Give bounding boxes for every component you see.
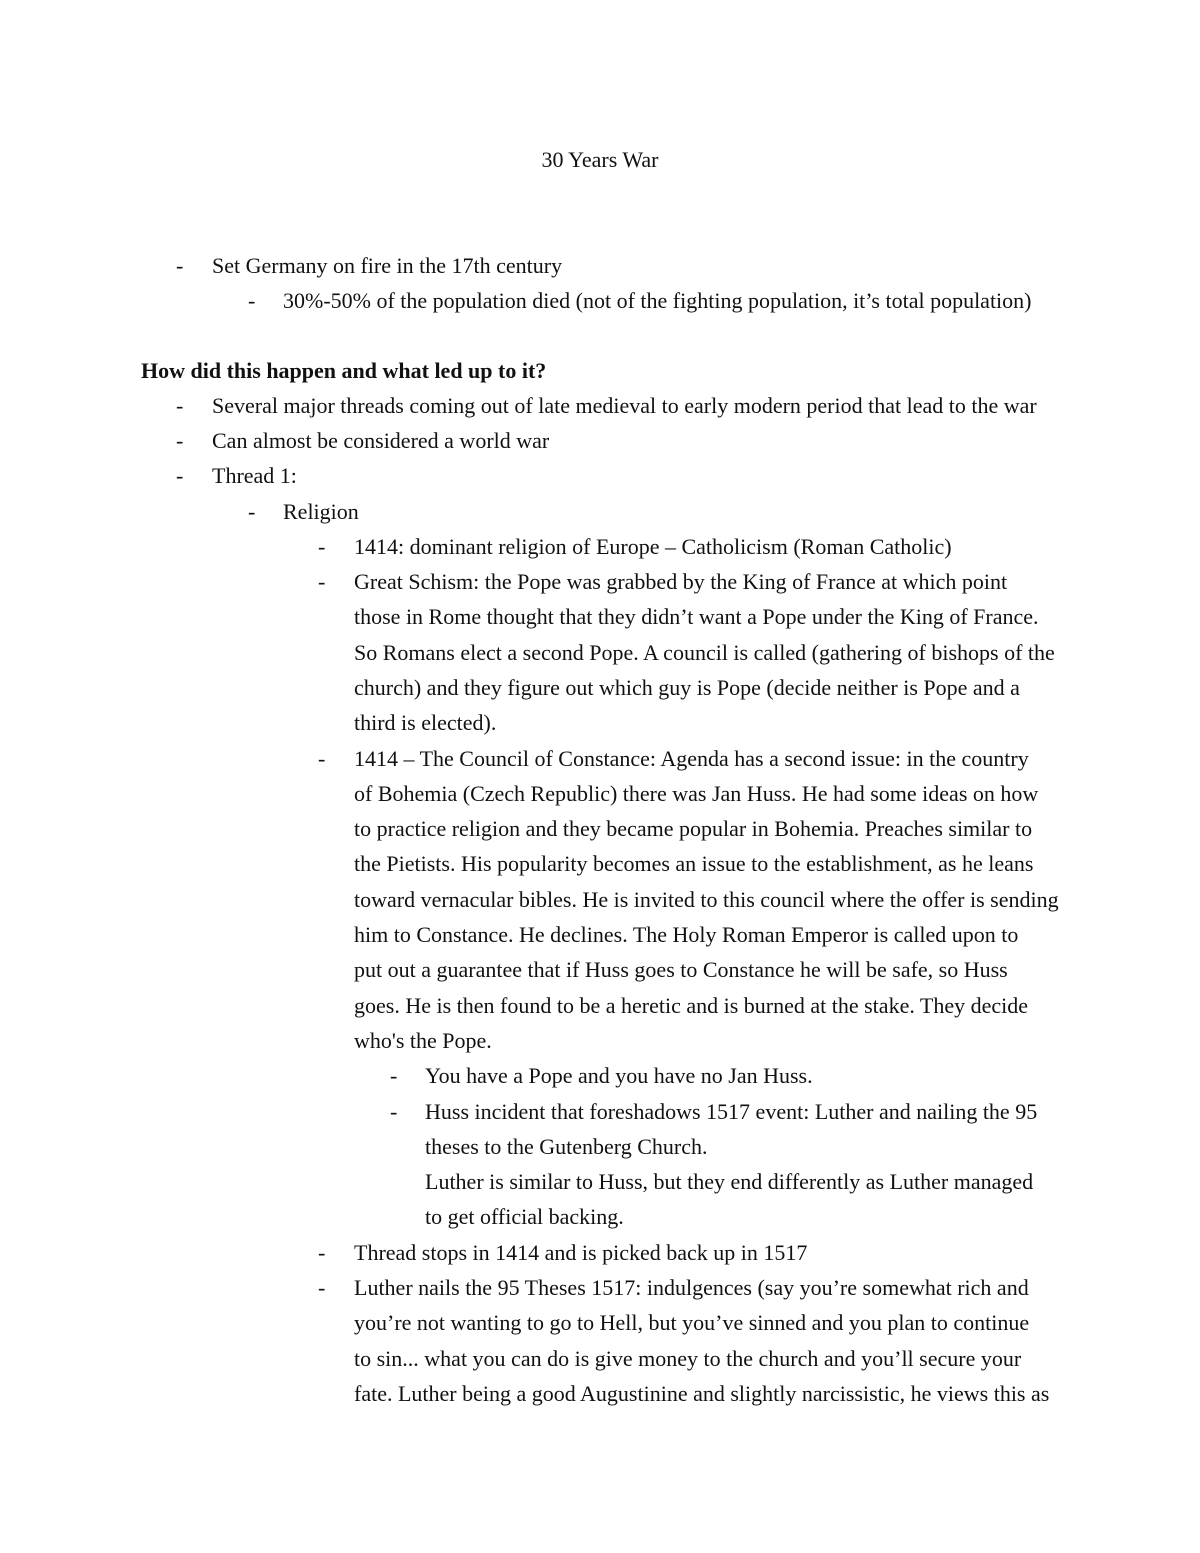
bullet-dash: -	[318, 569, 326, 594]
bullet-dash: -	[176, 253, 184, 278]
paragraph-line: goes. He is then found to be a heretic and is burned at the stake. They decide	[354, 993, 1029, 1018]
paragraph-line: Luther is similar to Huss, but they end differently as Luther managed	[425, 1169, 1034, 1194]
paragraph-line: toward vernacular bibles. He is invited to this council where the offer is sending	[354, 887, 1059, 912]
paragraph-line: to sin... what you can do is give money to the church and you’ll secure your	[354, 1346, 1022, 1371]
paragraph-line: fate. Luther being a good Augustinine and slightly narcissistic, he views this as	[354, 1381, 1050, 1406]
paragraph-line: So Romans elect a second Pope. A council is called (gathering of bishops of the	[354, 640, 1055, 665]
paragraph-line: Luther nails the 95 Theses 1517: indulgences (say you’re somewhat rich and	[354, 1275, 1029, 1300]
paragraph-line: of Bohemia (Czech Republic) there was Jan Huss. He had some ideas on how	[354, 781, 1039, 806]
bullet-text: Can almost be considered a world war	[212, 428, 550, 453]
bullet-dash: -	[176, 393, 184, 418]
section-heading: How did this happen and what led up to it?	[141, 358, 547, 383]
paragraph-line: the Pietists. His popularity becomes an issue to the establishment, as he leans	[354, 851, 1034, 876]
bullet-dash: -	[176, 463, 184, 488]
bullet-dash: -	[248, 288, 256, 313]
bullet-text: Set Germany on fire in the 17th century	[212, 253, 563, 278]
paragraph-line: to get official backing.	[425, 1204, 624, 1229]
bullet-dash: -	[390, 1063, 398, 1088]
bullet-text: Religion	[283, 499, 359, 524]
bullet-dash: -	[318, 534, 326, 559]
paragraph-line: put out a guarantee that if Huss goes to Constance he will be safe, so Huss	[354, 957, 1008, 982]
bullet-dash: -	[248, 499, 256, 524]
bullet-dash: -	[318, 746, 326, 771]
paragraph-line: you’re not wanting to go to Hell, but you’ve sinned and you plan to continue	[354, 1310, 1030, 1335]
paragraph-line: third is elected).	[354, 710, 497, 735]
paragraph-line: those in Rome thought that they didn’t want a Pope under the King of France.	[354, 604, 1039, 629]
document-title: 30 Years War	[541, 147, 659, 172]
bullet-text: Several major threads coming out of late medieval to early modern period that lead to the war	[212, 393, 1037, 418]
bullet-dash: -	[390, 1099, 398, 1124]
paragraph-line: 1414 – The Council of Constance: Agenda has a second issue: in the country	[354, 746, 1029, 771]
bullet-text: Thread stops in 1414 and is picked back up in 1517	[354, 1240, 808, 1265]
paragraph-line: theses to the Gutenberg Church.	[425, 1134, 708, 1159]
paragraph-line: church) and they figure out which guy is Pope (decide neither is Pope and a	[354, 675, 1020, 700]
paragraph-line: him to Constance. He declines. The Holy Roman Emperor is called upon to	[354, 922, 1019, 947]
bullet-dash: -	[318, 1275, 326, 1300]
bullet-dash: -	[318, 1240, 326, 1265]
bullet-text: Thread 1:	[212, 463, 297, 488]
paragraph-line: who's the Pope.	[354, 1028, 492, 1053]
bullet-text: 1414: dominant religion of Europe – Catholicism (Roman Catholic)	[354, 534, 952, 559]
paragraph-line: Huss incident that foreshadows 1517 event: Luther and nailing the 95	[425, 1099, 1038, 1124]
bullet-text: You have a Pope and you have no Jan Huss.	[425, 1063, 813, 1088]
paragraph-line: Great Schism: the Pope was grabbed by the King of France at which point	[354, 569, 1008, 594]
bullet-dash: -	[176, 428, 184, 453]
paragraph-line: to practice religion and they became popular in Bohemia. Preaches similar to	[354, 816, 1033, 841]
bullet-text: 30%-50% of the population died (not of the fighting population, it’s total population)	[283, 288, 1032, 313]
